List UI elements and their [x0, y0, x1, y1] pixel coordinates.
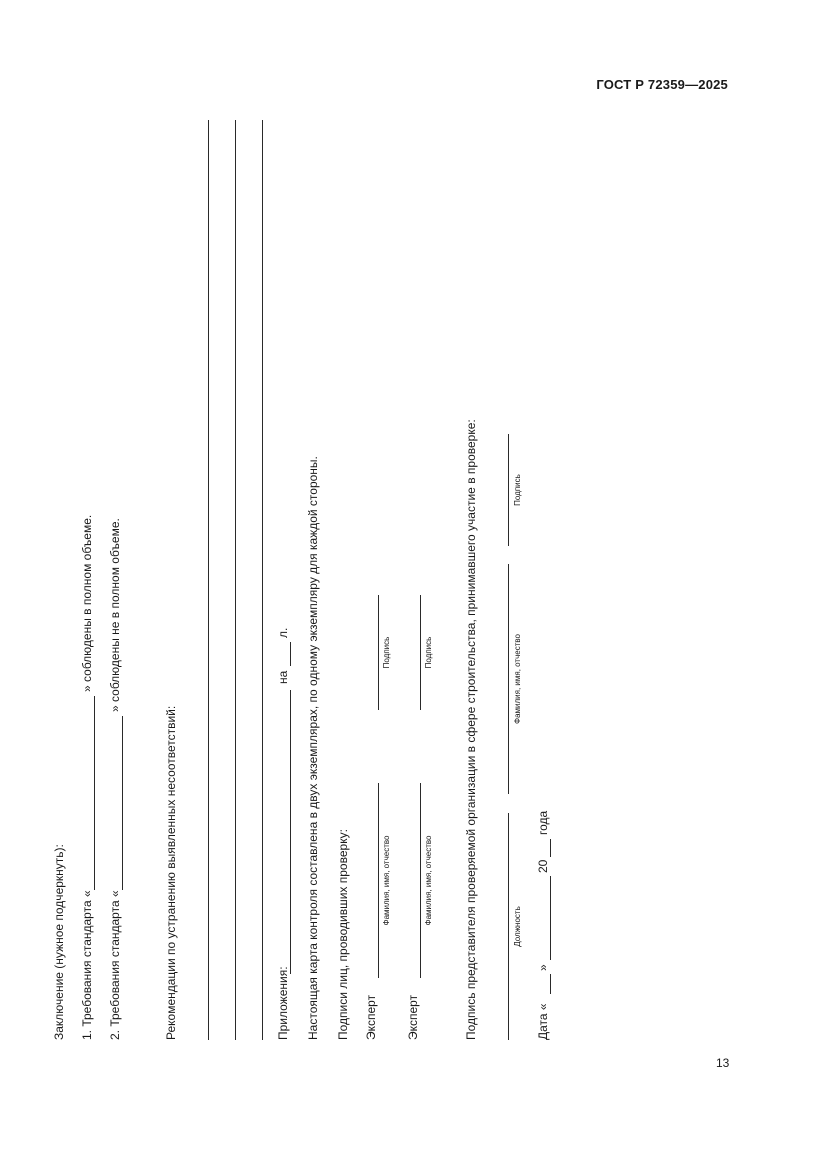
attachments-sheets-field[interactable] [290, 642, 291, 666]
expert-2-label: Эксперт [406, 994, 420, 1040]
expert-2-signature-field[interactable] [420, 595, 421, 710]
representative-title: Подпись представителя проверяемой организации в сфере строительства, принимавшего участие в проверке: [464, 419, 478, 1040]
signatures-title: Подписи лиц, проводивших проверку: [336, 829, 350, 1040]
date-year-word: года [536, 810, 550, 835]
expert-1-name-caption: Фамилия, имя, отчество [382, 835, 391, 926]
attachments-sheets: л. [276, 627, 290, 638]
expert-2-name-field[interactable] [420, 783, 421, 978]
date-century: 20 [536, 859, 550, 873]
conclusion-item-1-suffix: » соблюдены в полном объеме. [80, 514, 94, 692]
representative-name-caption: Фамилия, имя, отчество [513, 634, 522, 724]
expert-1-label: Эксперт [364, 994, 378, 1040]
attachments-label: Приложения: [276, 966, 290, 1040]
expert-1-name-field[interactable] [378, 783, 379, 978]
recommendations-line-1[interactable] [208, 120, 209, 1040]
representative-signature-field[interactable] [508, 434, 509, 546]
representative-signature-caption: Подпись [513, 474, 522, 506]
conclusion-item-2-suffix: » соблюдены не в полном объеме. [108, 518, 122, 712]
recommendations-line-2[interactable] [235, 120, 236, 1040]
expert-2-signature-caption: Подпись [424, 636, 433, 669]
conclusion-title: Заключение (нужное подчеркнуть): [52, 844, 66, 1040]
inspection-form [50, 80, 550, 1040]
date-year-field[interactable] [550, 839, 551, 857]
date-close-quote: » [536, 964, 550, 971]
recommendations-line-3[interactable] [262, 120, 263, 1040]
recommendations-title: Рекомендации по устранению выявленных несоответствий: [164, 705, 178, 1040]
copies-note: Настоящая карта контроля составлена в двух экземплярах, по одному экземпляру для каждой стороны. [306, 456, 320, 1040]
conclusion-item-2-prefix: 2. Требования стандарта « [108, 890, 122, 1040]
date-month-field[interactable] [550, 876, 551, 960]
representative-position-caption: Должность [513, 906, 522, 947]
expert-1-signature-field[interactable] [378, 595, 379, 710]
attachments-on: на [276, 670, 290, 684]
attachments-field[interactable] [290, 690, 291, 974]
standard-code-header: ГОСТ Р 72359—2025 [596, 77, 728, 92]
representative-position-field[interactable] [508, 813, 509, 1040]
expert-2-name-caption: Фамилия, имя, отчество [424, 835, 433, 926]
expert-1-signature-caption: Подпись [382, 636, 391, 669]
date-day-field[interactable] [550, 974, 551, 994]
conclusion-item-1-prefix: 1. Требования стандарта « [80, 890, 94, 1040]
page-number: 13 [716, 1056, 730, 1070]
representative-name-field[interactable] [508, 564, 509, 794]
conclusion-item-1-field[interactable] [94, 696, 95, 890]
conclusion-item-2-field[interactable] [122, 716, 123, 890]
date-label: Дата « [536, 1003, 550, 1040]
